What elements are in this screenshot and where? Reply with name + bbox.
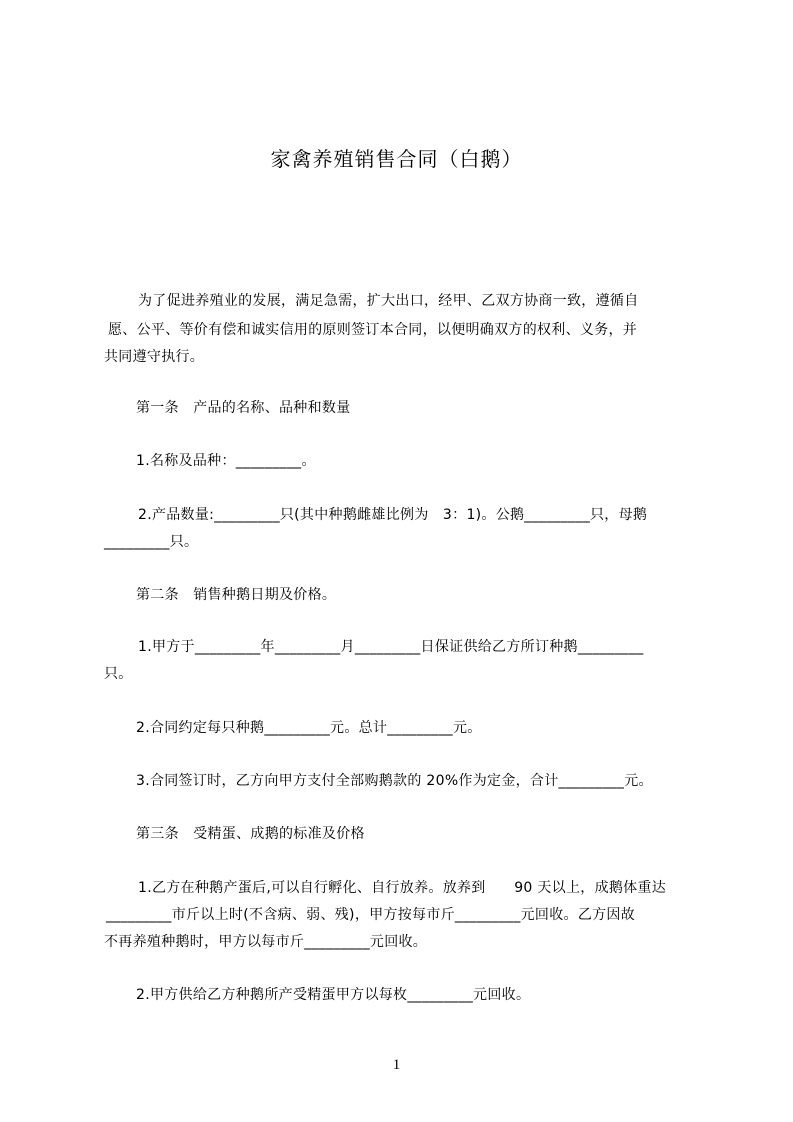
section-heading: 第一条 产品的名称、品种和数量: [136, 400, 351, 416]
paragraph-line: _________市斤以上时(不含病、弱、残)，甲方按每市斤_________元回收。乙方因故: [106, 907, 636, 923]
paragraph-line: 愿、公平、等价有偿和诚实信用的原则签订本合同，以便明确双方的权利、义务，并: [108, 322, 638, 338]
document-title: 家禽养殖销售合同（白鹅）: [270, 147, 523, 171]
paragraph-line: 1.名称及品种：_________。: [136, 453, 316, 469]
paragraph-line: 共同遵守执行。: [104, 349, 205, 365]
paragraph-line: 1.甲方于_________年_________月_________日保证供给乙方所订种鹅_________: [138, 639, 644, 655]
paragraph-line: 为了促进养殖业的发展，满足急需，扩大出口，经甲、乙双方协商一致，遵循自: [138, 293, 639, 309]
paragraph-line: 不再养殖种鹅时，甲方以每市斤_________元回收。: [104, 934, 428, 950]
paragraph-line: 2.甲方供给乙方种鹅所产受精蛋甲方以每枚_________元回收。: [136, 987, 531, 1003]
paragraph-line: 只。: [104, 666, 133, 682]
section-heading: 第二条 销售种鹅日期及价格。: [136, 587, 337, 603]
paragraph-line: 3.合同签订时，乙方向甲方支付全部购鹅款的 20%作为定金，合计_________元。: [136, 773, 653, 789]
section-heading: 第三条 受精蛋、成鹅的标准及价格: [136, 826, 365, 842]
paragraph-line: _________只。: [104, 534, 199, 550]
paragraph-line: 2.合同约定每只种鹅_________元。总计_________元。: [136, 720, 482, 736]
paragraph-line: 2.产品数量:_________只(其中种鹅雌雄比例为 3：1)。公鹅_________只，母鹅: [138, 507, 648, 523]
paragraph-line: 1.乙方在种鹅产蛋后,可以自行孵化、自行放养。放养到 90 天以上，成鹅体重达: [138, 880, 667, 896]
page-number: 1: [392, 1057, 401, 1073]
